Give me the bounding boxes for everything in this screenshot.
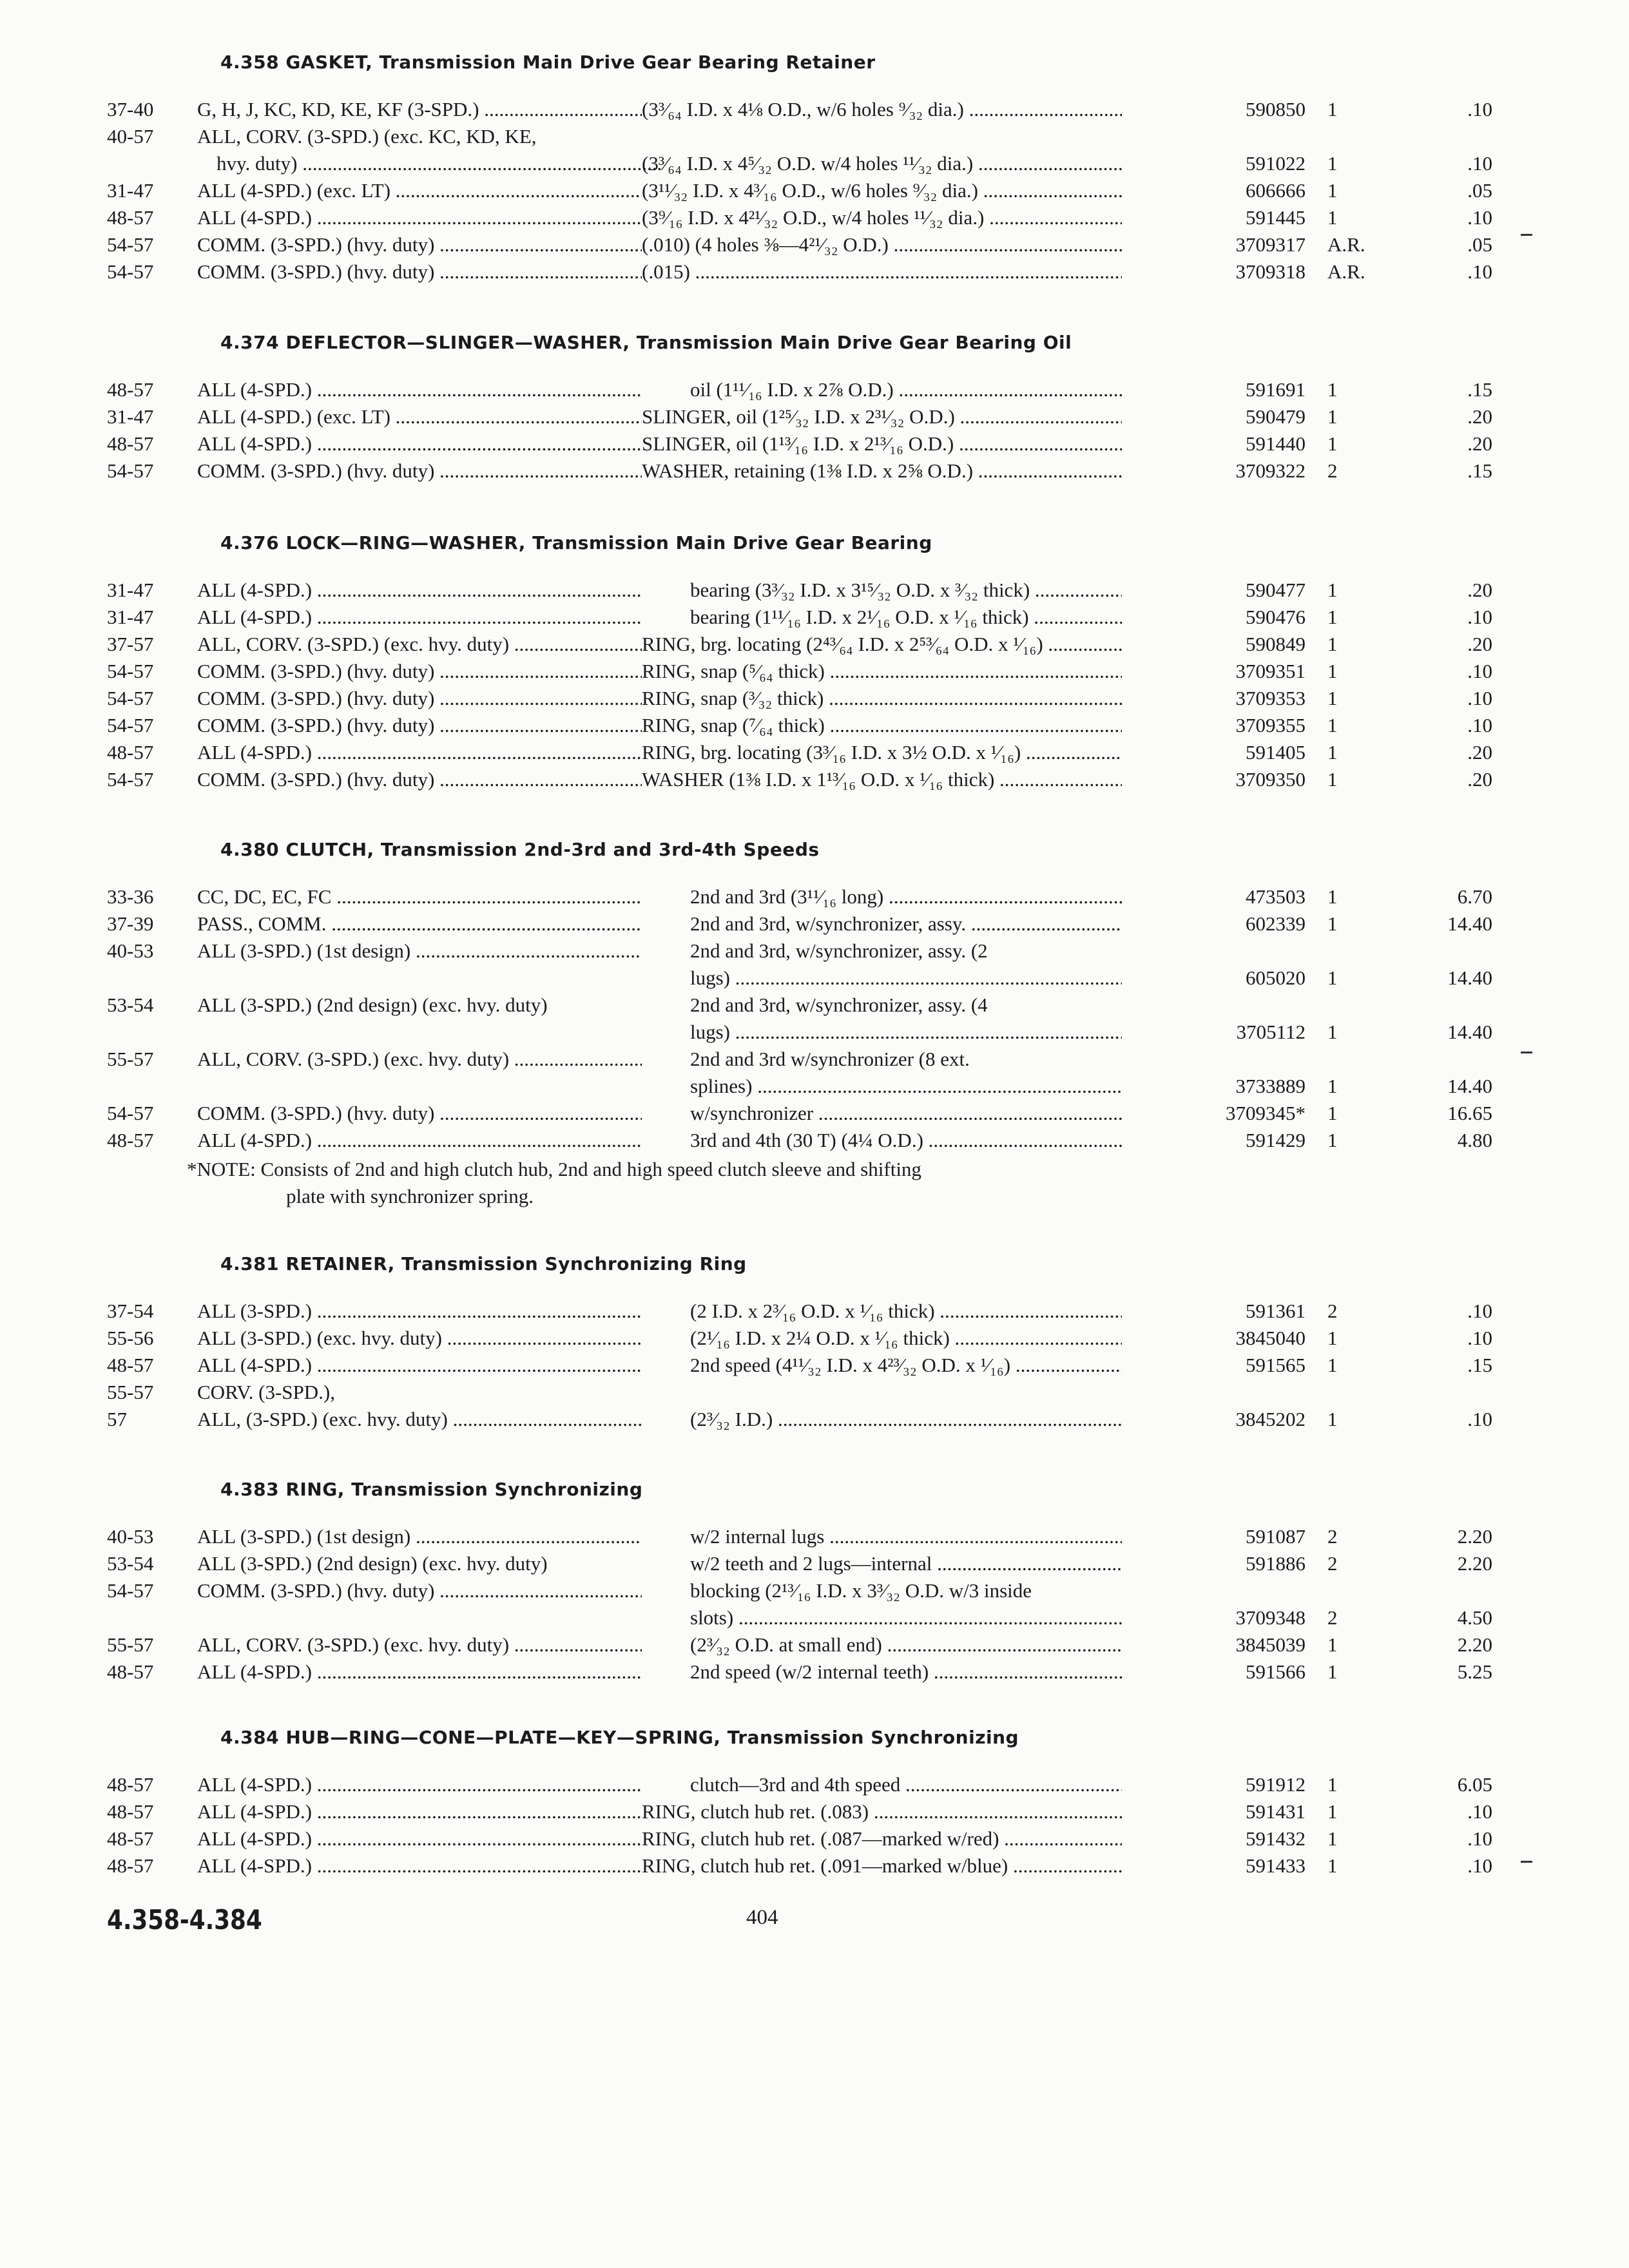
model-years: 54-57 (107, 459, 154, 482)
quantity: 1 (1327, 885, 1338, 908)
section-range: 4.358-4.384 (107, 1904, 262, 1936)
list-price: 14.40 (1447, 966, 1492, 989)
quantity: 1 (1327, 152, 1338, 175)
model-years: 48-57 (107, 1773, 154, 1796)
model-years: 48-57 (107, 1660, 154, 1683)
model-application: ALL (4-SPD.) ..... (197, 579, 642, 602)
part-description: (3¹¹⁄₃₂ I.D. x 4³⁄₁₆ O.D., w/6 holes ⁹⁄₃₂ dia.) ..... (642, 179, 1122, 202)
part-number: 3709353 (1235, 687, 1306, 709)
part-description: RING, snap (⁷⁄₆₄ thick) ..... (642, 714, 1122, 737)
model-application: hvy. duty) ..... (197, 152, 661, 175)
quantity: 1 (1327, 768, 1338, 791)
part-description: 2nd and 3rd, w/synchronizer, assy. (4 (690, 994, 988, 1016)
part-number: 591431 (1246, 1800, 1306, 1823)
part-number: 591886 (1246, 1552, 1306, 1575)
model-application: ALL (3-SPD.) (2nd design) (exc. hvy. duty) (197, 1552, 548, 1575)
part-number: 590476 (1246, 606, 1306, 628)
part-description: RING, brg. locating (2⁴³⁄₆₄ I.D. x 2⁵³⁄₆₄ O.D. x ¹⁄₁₆) ..... (642, 633, 1122, 656)
list-price: .10 (1467, 660, 1492, 682)
model-application: COMM. (3-SPD.) (hvy. duty) ..... (197, 660, 642, 683)
part-description: 2nd speed (w/2 internal teeth) ..... (690, 1660, 1122, 1684)
part-number: 3845039 (1235, 1633, 1306, 1656)
quantity: 1 (1327, 1773, 1338, 1796)
model-years: 55-56 (107, 1327, 154, 1349)
page-number: 404 (746, 1906, 778, 1929)
model-years: 37-40 (107, 98, 154, 120)
quantity: 1 (1327, 741, 1338, 764)
section-title: 4.358 GASKET, Transmission Main Drive Gear Bearing Retainer (220, 52, 876, 73)
model-years: 48-57 (107, 1800, 154, 1823)
quantity: A.R. (1327, 233, 1365, 256)
model-application: ALL (4-SPD.) (exc. LT) ..... (197, 179, 642, 202)
part-description: RING, clutch hub ret. (.091—marked w/blue) ..... (642, 1854, 1122, 1878)
part-description: RING, snap (⁵⁄₆₄ thick) ..... (642, 660, 1122, 683)
quantity: 1 (1327, 378, 1338, 401)
quantity: 1 (1327, 966, 1338, 989)
model-application: ALL (4-SPD.) ..... (197, 1354, 642, 1377)
model-application: COMM. (3-SPD.) (hvy. duty) ..... (197, 260, 642, 284)
list-price: 6.70 (1457, 885, 1492, 908)
model-application: ALL (4-SPD.) ..... (197, 606, 642, 629)
model-years: 31-47 (107, 579, 154, 601)
model-years: 48-57 (107, 1354, 154, 1376)
part-number: 591405 (1246, 741, 1306, 764)
list-price: .05 (1467, 179, 1492, 202)
model-years: 37-54 (107, 1300, 154, 1322)
model-years: 33-36 (107, 885, 154, 908)
model-years: 53-54 (107, 1552, 154, 1575)
quantity: 1 (1327, 432, 1338, 455)
part-description: lugs) ..... (690, 1021, 1122, 1044)
part-number: 590849 (1246, 633, 1306, 655)
part-number: 3709348 (1235, 1606, 1306, 1629)
part-number: 591691 (1246, 378, 1306, 401)
section-title: 4.376 LOCK—RING—WASHER, Transmission Main Drive Gear Bearing (220, 532, 932, 553)
part-description: (2³⁄₃₂ I.D.) ..... (690, 1408, 1122, 1431)
model-years: 40-53 (107, 939, 154, 962)
model-application: ALL (3-SPD.) (1st design) ..... (197, 939, 642, 963)
edge-mark (1521, 1861, 1532, 1863)
quantity: 1 (1327, 606, 1338, 628)
list-price: 6.05 (1457, 1773, 1492, 1796)
model-years: 55-57 (107, 1048, 154, 1070)
part-description: 2nd speed (4¹¹⁄₃₂ I.D. x 4²³⁄₃₂ O.D. x ¹⁄₁₆) ..... (690, 1354, 1122, 1377)
part-number: 606666 (1246, 179, 1306, 202)
model-years: 57 (107, 1408, 127, 1430)
model-years: 54-57 (107, 687, 154, 709)
part-description: w/2 teeth and 2 lugs—internal ..... (690, 1552, 1122, 1575)
model-years: 54-57 (107, 1102, 154, 1124)
model-years: 37-57 (107, 633, 154, 655)
model-application: COMM. (3-SPD.) (hvy. duty) ..... (197, 459, 642, 483)
quantity: 1 (1327, 1129, 1338, 1151)
list-price: 2.20 (1457, 1552, 1492, 1575)
list-price: .10 (1467, 98, 1492, 120)
model-application: COMM. (3-SPD.) (hvy. duty) ..... (197, 714, 642, 737)
part-description: 3rd and 4th (30 T) (4¼ O.D.) ..... (690, 1129, 1122, 1152)
model-application: COMM. (3-SPD.) (hvy. duty) ..... (197, 687, 642, 710)
part-description: (3³⁄₆₄ I.D. x 4⅛ O.D., w/6 holes ⁹⁄₃₂ dia.) ..... (642, 98, 1122, 121)
part-description: 2nd and 3rd w/synchronizer (8 ext. (690, 1048, 970, 1070)
quantity: 1 (1327, 1102, 1338, 1124)
model-application: G, H, J, KC, KD, KE, KF (3-SPD.) ..... (197, 98, 642, 121)
section-title: 4.383 RING, Transmission Synchronizing (220, 1479, 643, 1500)
model-years: 54-57 (107, 660, 154, 682)
part-number: 590477 (1246, 579, 1306, 601)
part-number: 591022 (1246, 152, 1306, 175)
list-price: .10 (1467, 606, 1492, 628)
part-description: clutch—3rd and 4th speed ..... (690, 1773, 1122, 1796)
list-price: .05 (1467, 233, 1492, 256)
quantity: 1 (1327, 98, 1338, 120)
quantity: 1 (1327, 179, 1338, 202)
part-number: 3709345* (1226, 1102, 1306, 1124)
quantity: 1 (1327, 405, 1338, 428)
quantity: 1 (1327, 1633, 1338, 1656)
part-number: 591566 (1246, 1660, 1306, 1683)
footnote-line: plate with synchronizer spring. (286, 1185, 534, 1207)
model-application: ALL, CORV. (3-SPD.) (exc. hvy. duty) ..... (197, 1048, 642, 1071)
part-description: slots) ..... (690, 1606, 1122, 1629)
list-price: .10 (1467, 1408, 1492, 1430)
model-application: ALL (4-SPD.) ..... (197, 1773, 642, 1796)
quantity: 1 (1327, 1660, 1338, 1683)
model-years: 48-57 (107, 206, 154, 229)
quantity: 1 (1327, 912, 1338, 935)
part-description: 2nd and 3rd (3¹¹⁄₁₆ long) ..... (690, 885, 1122, 908)
part-description: (3³⁄₆₄ I.D. x 4⁵⁄₃₂ O.D. w/4 holes ¹¹⁄₃₂ dia.) ..... (642, 152, 1122, 175)
section-title: 4.384 HUB—RING—CONE—PLATE—KEY—SPRING, Transmission Synchronizing (220, 1727, 1019, 1748)
list-price: .10 (1467, 1854, 1492, 1877)
part-number: 591912 (1246, 1773, 1306, 1796)
part-description: (.015) ..... (642, 260, 1122, 284)
part-description: WASHER, retaining (1⅜ I.D. x 2⅝ O.D.) ..... (642, 459, 1122, 483)
part-description: (2 I.D. x 2³⁄₁₆ O.D. x ¹⁄₁₆ thick) ..... (690, 1300, 1122, 1323)
list-price: .10 (1467, 206, 1492, 229)
part-number: 591361 (1246, 1300, 1306, 1322)
part-number: 602339 (1246, 912, 1306, 935)
model-application: ALL (4-SPD.) ..... (197, 741, 642, 764)
model-years: 55-57 (107, 1633, 154, 1656)
list-price: .10 (1467, 260, 1492, 283)
model-application: ALL (4-SPD.) ..... (197, 378, 642, 401)
list-price: .20 (1467, 432, 1492, 455)
part-description: 2nd and 3rd, w/synchronizer, assy. (2 (690, 939, 988, 962)
part-description: SLINGER, oil (1¹³⁄₁₆ I.D. x 2¹³⁄₁₆ O.D.) ..... (642, 432, 1122, 456)
model-application: ALL, (3-SPD.) (exc. hvy. duty) ..... (197, 1408, 642, 1431)
part-description: bearing (1¹¹⁄₁₆ I.D. x 2¹⁄₁₆ O.D. x ¹⁄₁₆ thick) ..... (690, 606, 1122, 629)
part-description: splines) ..... (690, 1075, 1122, 1098)
model-years: 53-54 (107, 994, 154, 1016)
part-number: 590850 (1246, 98, 1306, 120)
part-number: 591433 (1246, 1854, 1306, 1877)
model-years: 54-57 (107, 768, 154, 791)
model-application: ALL, CORV. (3-SPD.) (exc. KC, KD, KE, (197, 125, 537, 148)
list-price: 5.25 (1457, 1660, 1492, 1683)
list-price: 4.80 (1457, 1129, 1492, 1151)
quantity: 1 (1327, 660, 1338, 682)
model-years: 48-57 (107, 1129, 154, 1151)
model-application: ALL (3-SPD.) (1st design) ..... (197, 1525, 642, 1548)
part-description: (2³⁄₃₂ O.D. at small end) ..... (690, 1633, 1122, 1657)
model-years: 48-57 (107, 741, 154, 764)
model-years: 55-57 (107, 1381, 154, 1403)
part-number: 3705112 (1236, 1021, 1306, 1043)
model-application: CORV. (3-SPD.), (197, 1381, 335, 1403)
model-application: ALL, CORV. (3-SPD.) (exc. hvy. duty) ..... (197, 1633, 642, 1657)
model-years: 31-47 (107, 405, 154, 428)
list-price: .10 (1467, 714, 1492, 736)
quantity: 1 (1327, 206, 1338, 229)
quantity: 1 (1327, 579, 1338, 601)
model-years: 54-57 (107, 233, 154, 256)
quantity: 1 (1327, 1021, 1338, 1043)
model-application: ALL (4-SPD.) ..... (197, 1854, 642, 1878)
part-number: 3709318 (1235, 260, 1306, 283)
part-description: WASHER (1⅜ I.D. x 1¹³⁄₁₆ O.D. x ¹⁄₁₆ thick) ..... (642, 768, 1122, 791)
model-years: 31-47 (107, 179, 154, 202)
section-title: 4.381 RETAINER, Transmission Synchronizing Ring (220, 1253, 747, 1274)
list-price: .20 (1467, 633, 1492, 655)
model-application: ALL (4-SPD.) ..... (197, 1660, 642, 1684)
model-application: ALL (4-SPD.) ..... (197, 1827, 642, 1850)
list-price: 2.20 (1457, 1525, 1492, 1548)
part-number: 591445 (1246, 206, 1306, 229)
part-number: 3709350 (1235, 768, 1306, 791)
quantity: 2 (1327, 1552, 1338, 1575)
quantity: 2 (1327, 459, 1338, 482)
model-application: ALL (4-SPD.) ..... (197, 1129, 642, 1152)
part-description: (.010) (4 holes ⅜—4²¹⁄₃₂ O.D.) ..... (642, 233, 1122, 256)
part-description: (2¹⁄₁₆ I.D. x 2¼ O.D. x ¹⁄₁₆ thick) ..... (690, 1327, 1122, 1350)
part-number: 591429 (1246, 1129, 1306, 1151)
part-number: 3709317 (1235, 233, 1306, 256)
section-title: 4.380 CLUTCH, Transmission 2nd-3rd and 3rd-4th Speeds (220, 839, 820, 860)
part-description: (3⁹⁄₁₆ I.D. x 4²¹⁄₃₂ O.D., w/4 holes ¹¹⁄₃₂ dia.) ..... (642, 206, 1122, 229)
part-description: RING, clutch hub ret. (.083) ..... (642, 1800, 1122, 1823)
part-number: 3845202 (1235, 1408, 1306, 1430)
model-years: 48-57 (107, 378, 154, 401)
part-description: RING, brg. locating (3³⁄₁₆ I.D. x 3½ O.D. x ¹⁄₁₆) ..... (642, 741, 1122, 764)
part-number: 3709351 (1235, 660, 1306, 682)
model-application: ALL, CORV. (3-SPD.) (exc. hvy. duty) ..... (197, 633, 642, 656)
quantity: 1 (1327, 633, 1338, 655)
part-description: RING, clutch hub ret. (.087—marked w/red) ..... (642, 1827, 1122, 1850)
part-description: bearing (3³⁄₃₂ I.D. x 3¹⁵⁄₃₂ O.D. x ³⁄₃₂ thick) ..... (690, 579, 1122, 602)
quantity: 1 (1327, 714, 1338, 736)
edge-mark (1521, 234, 1532, 236)
part-number: 591432 (1246, 1827, 1306, 1850)
quantity: 1 (1327, 687, 1338, 709)
list-price: .10 (1467, 1327, 1492, 1349)
list-price: .15 (1467, 1354, 1492, 1376)
model-application: ALL (4-SPD.) ..... (197, 432, 642, 456)
model-years: 48-57 (107, 1854, 154, 1877)
model-application: CC, DC, EC, FC ..... (197, 885, 642, 908)
list-price: 14.40 (1447, 1075, 1492, 1097)
model-years: 40-57 (107, 125, 154, 148)
part-description: blocking (2¹³⁄₁₆ I.D. x 3³⁄₃₂ O.D. w/3 inside (690, 1579, 1032, 1602)
model-application: ALL (3-SPD.) (2nd design) (exc. hvy. duty) (197, 994, 548, 1016)
section-title: 4.374 DEFLECTOR—SLINGER—WASHER, Transmission Main Drive Gear Bearing Oil (220, 332, 1072, 353)
quantity: 1 (1327, 1075, 1338, 1097)
model-years: 54-57 (107, 714, 154, 736)
list-price: .10 (1467, 1800, 1492, 1823)
list-price: 14.40 (1447, 912, 1492, 935)
quantity: 1 (1327, 1854, 1338, 1877)
part-description: lugs) ..... (690, 966, 1122, 990)
part-description: 2nd and 3rd, w/synchronizer, assy. ..... (690, 912, 1122, 936)
quantity: 1 (1327, 1354, 1338, 1376)
quantity: A.R. (1327, 260, 1365, 283)
part-number: 591440 (1246, 432, 1306, 455)
part-number: 3709355 (1235, 714, 1306, 736)
model-application: ALL (4-SPD.) ..... (197, 206, 642, 229)
list-price: .10 (1467, 1300, 1492, 1322)
model-application: ALL (3-SPD.) ..... (197, 1300, 642, 1323)
list-price: 14.40 (1447, 1021, 1492, 1043)
list-price: 4.50 (1457, 1606, 1492, 1629)
part-number: 591087 (1246, 1525, 1306, 1548)
part-description: SLINGER, oil (1²⁵⁄₃₂ I.D. x 2³¹⁄₃₂ O.D.) ..... (642, 405, 1122, 428)
list-price: 2.20 (1457, 1633, 1492, 1656)
list-price: .10 (1467, 1827, 1492, 1850)
part-description: w/synchronizer ..... (690, 1102, 1122, 1125)
quantity: 1 (1327, 1827, 1338, 1850)
part-number: 473503 (1246, 885, 1306, 908)
list-price: .20 (1467, 768, 1492, 791)
model-application: COMM. (3-SPD.) (hvy. duty) ..... (197, 1102, 642, 1125)
model-application: ALL (3-SPD.) (exc. hvy. duty) ..... (197, 1327, 642, 1350)
model-years: 31-47 (107, 606, 154, 628)
list-price: 16.65 (1447, 1102, 1492, 1124)
model-application: COMM. (3-SPD.) (hvy. duty) ..... (197, 768, 642, 791)
model-application: ALL (4-SPD.) ..... (197, 1800, 642, 1823)
part-number: 590479 (1246, 405, 1306, 428)
list-price: .20 (1467, 579, 1492, 601)
part-number: 591565 (1246, 1354, 1306, 1376)
model-years: 40-53 (107, 1525, 154, 1548)
part-number: 3733889 (1235, 1075, 1306, 1097)
edge-mark (1521, 1052, 1532, 1053)
model-years: 37-39 (107, 912, 154, 935)
model-application: PASS., COMM. ..... (197, 912, 642, 936)
quantity: 2 (1327, 1525, 1338, 1548)
part-description: oil (1¹¹⁄₁₆ I.D. x 2⅞ O.D.) ..... (690, 378, 1122, 401)
model-application: COMM. (3-SPD.) (hvy. duty) ..... (197, 233, 642, 256)
list-price: .15 (1467, 378, 1492, 401)
list-price: .10 (1467, 687, 1492, 709)
part-description: w/2 internal lugs ..... (690, 1525, 1122, 1548)
model-application: COMM. (3-SPD.) (hvy. duty) ..... (197, 1579, 642, 1602)
model-years: 54-57 (107, 260, 154, 283)
model-years: 48-57 (107, 432, 154, 455)
model-application: ALL (4-SPD.) (exc. LT) ..... (197, 405, 642, 428)
list-price: .20 (1467, 405, 1492, 428)
part-description: RING, snap (³⁄₃₂ thick) ..... (642, 687, 1122, 710)
list-price: .10 (1467, 152, 1492, 175)
quantity: 1 (1327, 1800, 1338, 1823)
part-number: 605020 (1246, 966, 1306, 989)
footnote-line: *NOTE: Consists of 2nd and high clutch hub, 2nd and high speed clutch sleeve and shifting (187, 1158, 921, 1180)
list-price: .15 (1467, 459, 1492, 482)
part-number: 3845040 (1235, 1327, 1306, 1349)
model-years: 48-57 (107, 1827, 154, 1850)
quantity: 2 (1327, 1606, 1338, 1629)
quantity: 1 (1327, 1327, 1338, 1349)
part-number: 3709322 (1235, 459, 1306, 482)
list-price: .20 (1467, 741, 1492, 764)
model-years: 54-57 (107, 1579, 154, 1602)
quantity: 2 (1327, 1300, 1338, 1322)
quantity: 1 (1327, 1408, 1338, 1430)
